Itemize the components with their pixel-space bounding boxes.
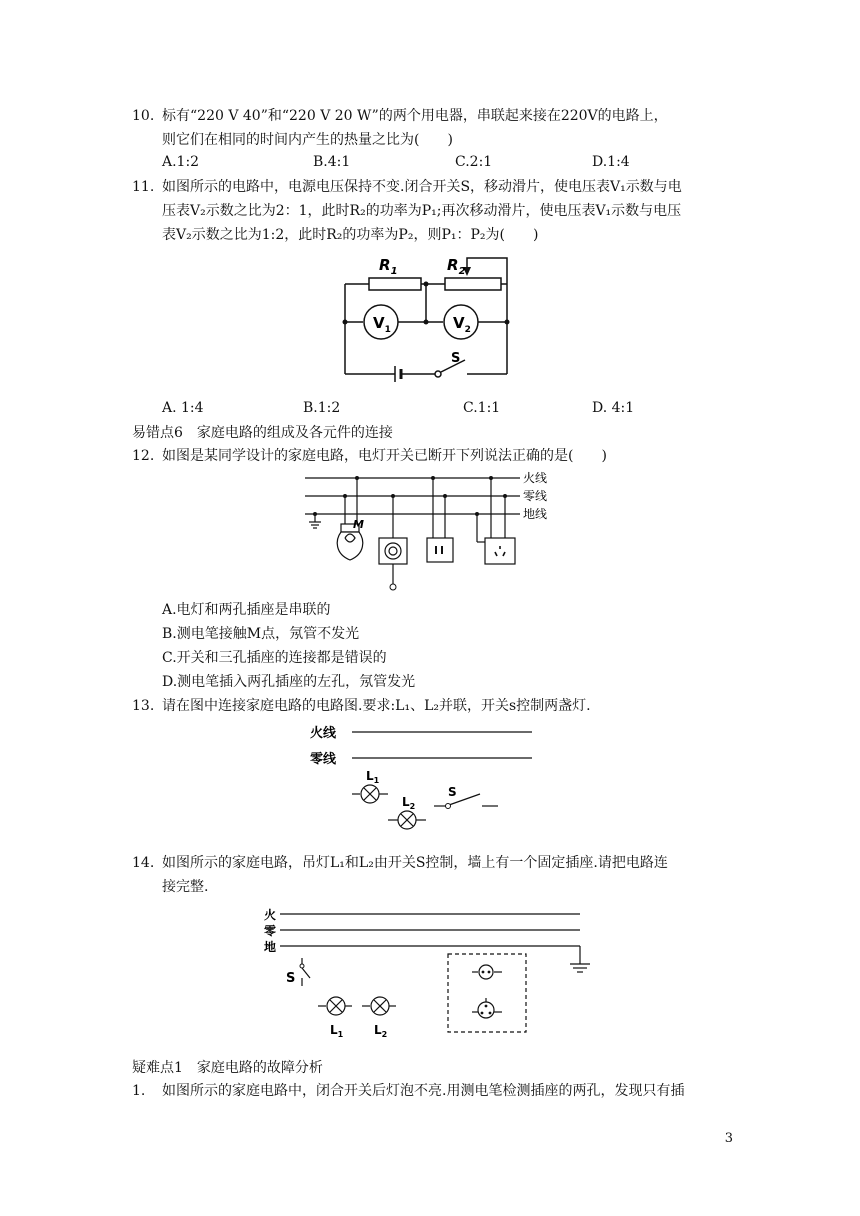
q11-circuit-figure (335, 250, 525, 380)
resistor-r2 (445, 278, 501, 290)
neutral-wire-label: 零线 (523, 489, 548, 503)
q11-text-line2: 压表V₂示数之比为2：1，此时R₂的功率为P₁;再次移动滑片，使电压表V₁示数与电压 (162, 203, 682, 219)
neutral-wire-label: 零线 (310, 752, 337, 767)
q10-option-c: C.2:1 (455, 154, 493, 170)
switch-s-label: S (451, 351, 461, 366)
r2-label: $R_2$ (447, 256, 466, 277)
v1-label: $V_1$ (373, 314, 391, 335)
q10-option-a: A.1:2 (162, 154, 200, 170)
r1-label: $R_1$ (379, 256, 398, 277)
q1-text-line1: 如图所示的家庭电路中，闭合开关后灯泡不亮.用测电笔检测插座的两孔，发现只有插 (162, 1083, 685, 1099)
q14-number: 14. (132, 855, 155, 871)
live-wire-label: 火 (264, 908, 277, 922)
v2-label: $V_2$ (453, 314, 471, 335)
q13-circuit-figure (308, 722, 548, 832)
live-wire-label: 火线 (310, 726, 337, 741)
resistor-r1 (369, 278, 421, 290)
three-hole-socket (478, 1002, 494, 1018)
q10-text-line1: 标有“220 V 40”和“220 V 20 W”的两个用电器，串联起来接在220V的电路上， (162, 108, 668, 124)
q11-text-line3: 表V₂示数之比为1:2，此时R₂的功率为P₂，则P₁：P₂为( ) (162, 227, 539, 243)
q11-option-b: B.1:2 (303, 400, 341, 416)
q12-option-b: B.测电笔接触M点，氖管不发光 (162, 626, 360, 642)
q12-number: 12. (132, 448, 155, 464)
live-wire-label: 火线 (523, 471, 548, 485)
q12-option-c: C.开关和三孔插座的连接都是错误的 (162, 650, 387, 666)
q11-option-d: D. 4:1 (592, 400, 635, 416)
page-number: 3 (724, 1131, 733, 1146)
two-hole-socket (479, 965, 493, 979)
q14-text-line1: 如图所示的家庭电路，吊灯L₁和L₂由开关S控制，墙上有一个固定插座.请把电路连 (162, 855, 668, 871)
q1-number: 1. (132, 1083, 146, 1099)
l1-label: $L_1$ (330, 1023, 344, 1039)
q11-text-line1: 如图所示的电路中，电源电压保持不变.闭合开关S，移动滑片，使电压表V₁示数与电 (162, 179, 682, 195)
q12-option-a: A.电灯和两孔插座是串联的 (162, 602, 331, 618)
q10-number: 10. (132, 108, 155, 124)
switch-s-label: S (286, 971, 296, 986)
q13-stem: 请在图中连接家庭电路的电路图.要求:L₁、L₂并联，开关s控制两盏灯. (162, 698, 591, 714)
q12-household-circuit-figure (305, 468, 565, 598)
q10-text-line2: 则它们在相同的时间内产生的热量之比为( ) (162, 132, 453, 148)
q14-text-line2: 接完整. (162, 879, 209, 895)
point-m-label: M (353, 518, 364, 531)
earth-wire-label: 地 (264, 940, 277, 954)
l1-label: $L_1$ (366, 769, 380, 785)
q11-number: 11. (132, 179, 155, 195)
section-heading-6: 易错点6 家庭电路的组成及各元件的连接 (132, 425, 393, 441)
q12-stem: 如图是某同学设计的家庭电路，电灯开关已断开下列说法正确的是( ) (162, 448, 607, 464)
q14-circuit-figure (262, 902, 602, 1042)
q10-option-d: D.1:4 (592, 154, 630, 170)
switch-s-label: S (448, 785, 457, 799)
l2-label: $L_2$ (374, 1023, 388, 1039)
q11-option-c: C.1:1 (463, 400, 501, 416)
neutral-wire-label: 零 (264, 924, 277, 938)
q10-option-b: B.4:1 (313, 154, 351, 170)
q11-option-a: A. 1:4 (162, 400, 204, 416)
section-heading-hard1: 疑难点1 家庭电路的故障分析 (132, 1060, 323, 1076)
l2-label: $L_2$ (402, 795, 416, 811)
earth-wire-label: 地线 (523, 507, 548, 521)
q12-option-d: D.测电笔插入两孔插座的左孔，氖管发光 (162, 674, 416, 690)
q13-number: 13. (132, 698, 155, 714)
